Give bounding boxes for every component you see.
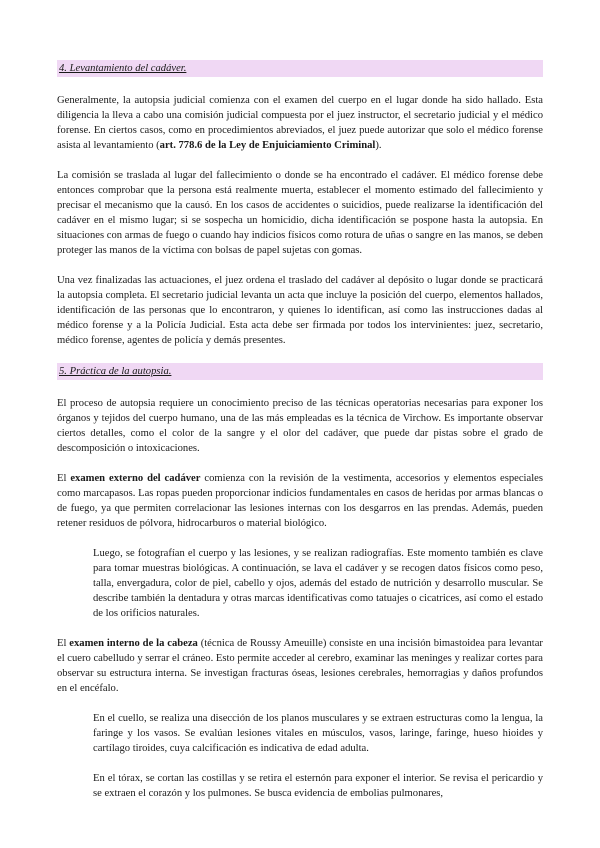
section-5-heading: 5. Práctica de la autopsia. bbox=[57, 363, 543, 380]
section-5-p4-start: El bbox=[57, 638, 70, 649]
section-4-paragraph-1 bbox=[57, 93, 543, 153]
section-5-paragraph-6: En el tórax, se cortan las costillas y se retira el esternón para exponer el interior. Se revisa el pericardio y se extraen el corazón y los pulmones. Se busca evidencia de embolias pulmonares, bbox=[93, 773, 543, 799]
external-exam-term: examen externo del cadáver bbox=[70, 473, 201, 484]
document-page bbox=[57, 60, 543, 816]
section-4-p1-end: ). bbox=[375, 140, 382, 151]
law-reference: art. 778.6 de la Ley de Enjuiciamiento Criminal bbox=[159, 140, 376, 151]
section-5-paragraph-2 bbox=[57, 471, 543, 531]
section-5-p4-text: (técnica de Roussy Ameuille) consiste en una incisión bimastoidea para levantar el cuero cabelludo y serrar el cráneo. Esto permite acceder al cerebro, examinar las meninges y realizar cortes para observar su estructura interna. Se investigan fracturas óseas, lesiones cerebrales, hemorragias y daños profundos en el encéfalo. bbox=[57, 638, 543, 694]
section-5-paragraph-1: El proceso de autopsia requiere un conocimiento preciso de las técnicas operatorias necesarias para exponer los órganos y tejidos del cuerpo humano, una de las más empleadas es la técnica de Virchow. Es importante observar ciertos detalles, como el color de la sangre y el olor del cadáver, que puede dar pistas sobre el grado de descomposición o intoxicaciones. bbox=[57, 398, 543, 454]
section-4-p1-text: Generalmente, la autopsia judicial comienza con el examen del cuerpo en el lugar donde ha sido hallado. Esta diligencia la lleva a cabo una comisión judicial compuesta por el juez instructor, el secretario judicial y el médico forense. En ciertos casos, como en procedimientos abreviados, el juez puede autorizar que solo el médico forense asista al levantamiento ( bbox=[57, 95, 543, 151]
section-4-paragraph-3: Una vez finalizadas las actuaciones, el juez ordena el traslado del cadáver al depósito o lugar donde se practicará la autopsia completa. El secretario judicial levanta un acta que incluye la posición del cuerpo, elementos hallados, identificación de las personas que lo encontraron, y quienes lo identifican, así como las instrucciones dadas al médico forense y a la Policía Judicial. Esta acta debe ser firmada por todos los intervinientes: juez, secretario, médico forense, agentes de policía y demás presentes. bbox=[57, 275, 543, 346]
section-4-heading: 4. Levantamiento del cadáver. bbox=[57, 60, 543, 77]
section-5-paragraph-4 bbox=[57, 636, 543, 696]
section-4-paragraph-2: La comisión se traslada al lugar del fallecimiento o donde se ha encontrado el cadáver. El médico forense debe entonces comprobar que la persona está realmente muerta, establecer el momento estimado del fallecimiento y precisar el mecanismo que la causó. En los casos de accidentes o suicidios, puede realizarse la identificación del cadáver en el mismo lugar; si se sospecha un homicidio, dicha identificación se pospone hasta la autopsia. En situaciones con armas de fuego o cuando hay indicios físicos como rotura de uñas o sangre en las manos, se deben proteger las manos de la víctima con bolsas de papel sujetas con gomas. bbox=[57, 170, 543, 256]
head-exam-term: examen interno de la cabeza bbox=[69, 638, 198, 649]
section-5-p2-text: comienza con la revisión de la vestimenta, accesorios y elementos especiales como marcapasos. Las ropas pueden proporcionar indicios fundamentales en casos de heridas por armas blancas o de fuego, ya que permiten correlacionar las lesiones internas con los desgarros en las prendas. Además, pueden retener residuos de pólvora, hidrocarburos o material biológico. bbox=[57, 473, 543, 529]
section-5-paragraph-5: En el cuello, se realiza una disección de los planos musculares y se extraen estructuras como la lengua, la faringe y los vasos. Se evalúan lesiones vitales en músculos, vasos, laringe, faringe, hueso hioides y cartílago tiroides, cuya calcificación es indicativa de edad adulta. bbox=[93, 713, 543, 754]
section-5-p2-start: El bbox=[57, 473, 71, 484]
section-5-paragraph-3: Luego, se fotografían el cuerpo y las lesiones, y se realizan radiografías. Este momento también es clave para tomar muestras biológicas. A continuación, se lava el cadáver y se recogen datos físicos como peso, talla, envergadura, color de piel, cabello y ojos, además del estado de nutrición y desarrollo muscular. Se describe también la dentadura y otras marcas identificativas como tatuajes o cicatrices, así como el estado de los orificios naturales. bbox=[93, 548, 543, 619]
